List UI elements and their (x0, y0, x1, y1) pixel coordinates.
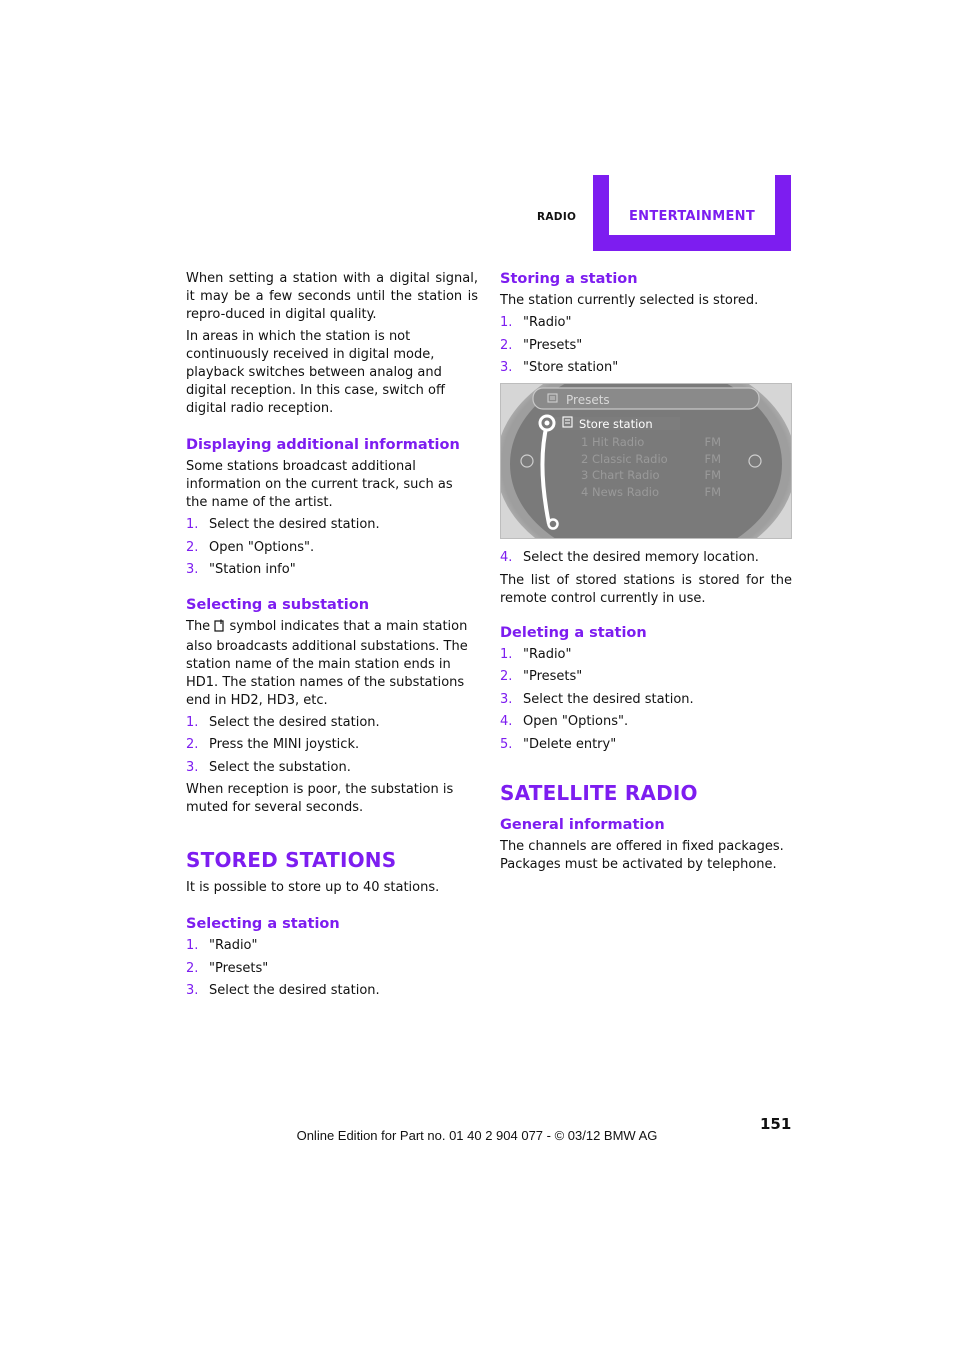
preset-row[interactable]: 4 News Radio FM (581, 485, 721, 499)
list-item: 2. Open "Options". (186, 539, 315, 555)
display-info-steps (186, 516, 478, 579)
substation-symbol-icon (214, 619, 225, 638)
selecting-station-steps (186, 937, 478, 1000)
list-item: 4. Select the desired memory location. (500, 550, 759, 565)
stored-stations-text: It is possible to store up to 40 stations. (186, 880, 440, 895)
stored-stations-heading: STORED STATIONS (186, 848, 397, 872)
storing-station-text: The station currently selected is stored. (500, 293, 759, 308)
store-station-menu-item[interactable]: Store station (579, 417, 653, 431)
intro-paragraph-2: In areas in which the station is not continuously received in digital mode, playback switches between analog and digital reception. In this case, switch off digital radio reception. (186, 329, 445, 416)
list-item: 3. Select the substation. (186, 759, 351, 775)
satellite-radio-heading: SATELLITE RADIO (500, 781, 698, 805)
screen-title: Presets (566, 393, 610, 407)
list-item: 1. "Radio" (500, 315, 572, 330)
deleting-station-steps (500, 646, 792, 754)
list-item: 1. Select the desired station. (186, 517, 380, 532)
display-info-text: Some stations broadcast additional information on the current track, such as the name of the artist. (186, 459, 453, 510)
page-number: 151 (760, 1115, 792, 1133)
list-item: 3. "Store station" (500, 360, 619, 375)
general-information-heading: General information (500, 817, 665, 833)
preset-row[interactable]: 2 Classic Radio FM (581, 452, 721, 466)
substation-text: The symbol indicates that a main station also broadcasts additional substations. The station name of the main station ends in HD1. The station names of the substations end in HD2, HD3, etc. (186, 618, 468, 708)
preset-row[interactable]: 1 Hit Radio FM (581, 435, 721, 449)
list-item: 4. Open "Options". (500, 714, 629, 729)
preset-row[interactable]: 3 Chart Radio FM (581, 468, 721, 482)
list-item: 3. Select the desired station. (186, 983, 380, 998)
left-column (186, 270, 478, 1005)
presets-screen-figure (500, 383, 792, 539)
chapter-tab-label: ENTERTAINMENT (628, 209, 756, 224)
list-item: 5. "Delete entry" (500, 736, 617, 752)
general-information-text: The channels are offered in fixed packages. Packages must be activated by telephone. (500, 839, 784, 872)
display-info-heading: Displaying additional information (186, 437, 460, 453)
list-item: 1. "Radio" (186, 938, 258, 953)
list-item: 2. "Presets" (500, 337, 583, 353)
list-item: 2. "Presets" (186, 960, 269, 976)
list-item: 1. Select the desired station. (186, 714, 380, 730)
storing-station-heading: Storing a station (500, 271, 638, 287)
storing-station-steps-cont (500, 549, 792, 567)
substation-note: When reception is poor, the substation is muted for several seconds. (186, 782, 454, 815)
intro-paragraph-1: When setting a station with a digital signal, it may be a few seconds until the station is repro-duced in digital quality. (186, 271, 478, 322)
storing-station-steps (500, 314, 792, 377)
list-item: 2. "Presets" (500, 669, 583, 684)
right-column (500, 270, 792, 878)
list-item: 1. "Radio" (500, 646, 572, 662)
storing-note: The list of stored stations is stored for the remote control currently in use. (500, 572, 792, 606)
list-item: 3. Select the desired station. (500, 691, 694, 707)
substation-heading: Selecting a substation (186, 596, 370, 613)
section-label: RADIO (537, 211, 577, 223)
list-item: 2. Press the MINI joystick. (186, 737, 360, 752)
substation-steps (186, 714, 478, 777)
selecting-station-heading: Selecting a station (186, 916, 340, 932)
list-item: 3. "Station info" (186, 562, 296, 577)
deleting-station-heading: Deleting a station (500, 624, 647, 641)
footer-edition: Online Edition for Part no. 01 40 2 904 077 - © 03/12 BMW AG (296, 1128, 658, 1143)
